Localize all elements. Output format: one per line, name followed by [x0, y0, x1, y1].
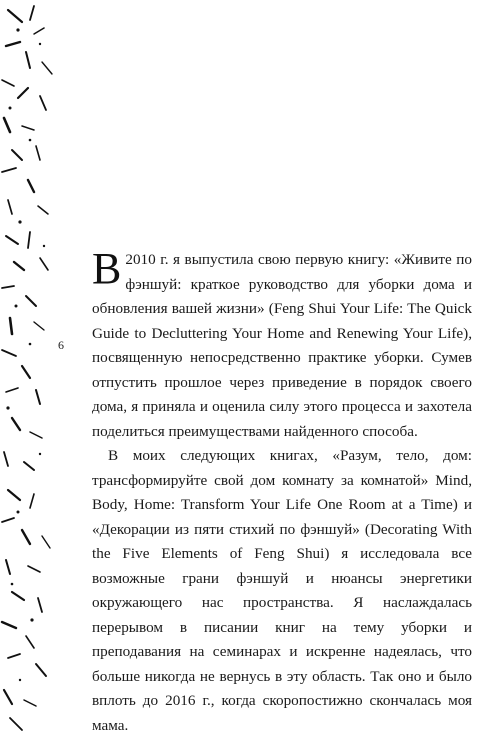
paragraph-2: В моих следующих книгах, «Разум, тело, дом: трансформируйте свой дом комнату за комнатой» Mind, Body, Home: Transform Your Life One Room at a Time) и «Декорации из пяти стихий по фэншуй» (Decorating With the Five Elements of Feng Shui) я исследовала все возможные грани фэншуй и нюансы энергетики окружающего нас пространства. Я наслаждалась перерывом в писании книг на тему уборки и преподавания на семинарах и искренне надеялась, что больше никогда не вернусь в эту область. Так оно и было вплоть до 2016 г., когда скоропостижно скончалась моя мама. [92, 447, 472, 734]
ink-sunburst-pattern-icon [0, 0, 60, 735]
body-text [92, 244, 472, 738]
paragraph-1-text: 2010 г. я выпустила свою первую книгу: «Живите по фэншуй: краткое руководство для уборки дома и обновления вашей жизни» (Feng Shui Your Life: The Quick Guide to Decluttering Your Home and Renewing Your Life), посвященную непосредственно практике уборки. Сумев отпустить прошлое через приведение в порядок своего дома, я приняла и оценила силу этого процесса и захотела поделиться преимуществами найденного способа. [92, 251, 472, 440]
drop-cap: В [92, 244, 122, 293]
page-number: 6 [58, 338, 64, 352]
paragraph-1 [92, 244, 472, 444]
